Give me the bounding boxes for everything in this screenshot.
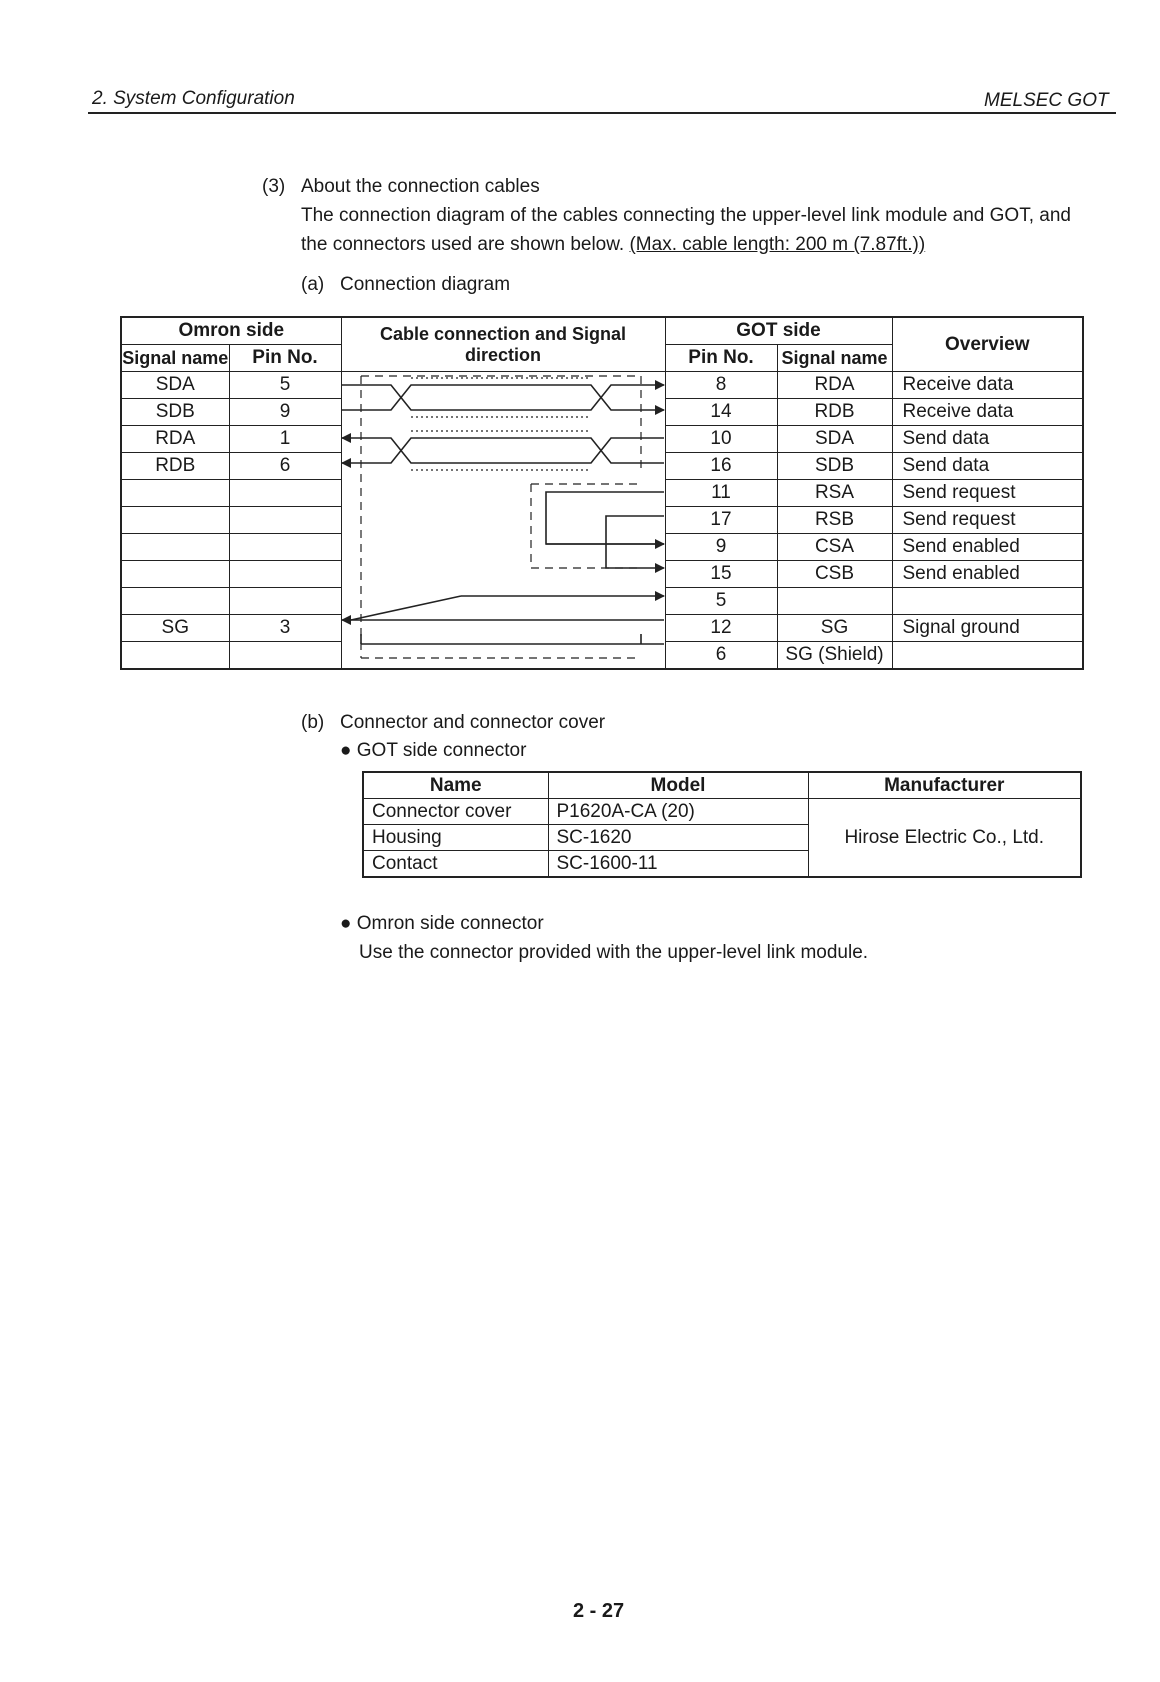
part-model-cell: P1620A-CA (20) xyxy=(548,799,808,825)
got-pin-cell: 17 xyxy=(665,507,777,534)
overview-cell: Signal ground xyxy=(892,615,1083,642)
omron-pin-cell: 3 xyxy=(229,615,341,642)
section-body-line2 xyxy=(301,234,925,256)
omron-signal-cell xyxy=(121,588,229,615)
omron-signal-cell xyxy=(121,642,229,670)
wire-rsb xyxy=(606,516,664,568)
body-line2-text: the connectors used are shown below. xyxy=(301,234,630,255)
wire-shield-ticks xyxy=(361,634,641,644)
got-signal-name-header: Signal name xyxy=(777,345,892,372)
omron-pin-cell xyxy=(229,534,341,561)
got-pin-cell: 6 xyxy=(665,642,777,670)
omron-signal-cell: RDA xyxy=(121,426,229,453)
table-row xyxy=(363,799,1081,825)
part-model-cell: SC-1600-11 xyxy=(548,851,808,878)
header-rule xyxy=(88,112,1116,114)
omron-connector-bullet xyxy=(340,913,544,935)
wire-rsa xyxy=(546,492,664,544)
pair2-dots xyxy=(411,431,591,470)
model-header: Model xyxy=(548,772,808,799)
name-header: Name xyxy=(363,772,548,799)
got-signal-cell: RDB xyxy=(777,399,892,426)
max-cable-length: (Max. cable length: 200 m (7.87ft.)) xyxy=(629,234,926,255)
got-connector-label: GOT side connector xyxy=(356,740,527,761)
omron-signal-cell: RDB xyxy=(121,453,229,480)
overview-cell: Send request xyxy=(892,480,1083,507)
connector-table xyxy=(362,771,1082,878)
omron-pin-cell: 5 xyxy=(229,372,341,399)
omron-pin-cell xyxy=(229,561,341,588)
got-pin-cell: 5 xyxy=(665,588,777,615)
got-signal-cell: CSA xyxy=(777,534,892,561)
manufacturer-cell: Hirose Electric Co., Ltd. xyxy=(808,799,1081,878)
omron-connector-text: Use the connector provided with the upper-level link module. xyxy=(359,942,869,963)
got-pin-cell: 8 xyxy=(665,372,777,399)
got-pin-cell: 12 xyxy=(665,615,777,642)
overview-cell: Send data xyxy=(892,426,1083,453)
overview-cell: Send data xyxy=(892,453,1083,480)
omron-connector-label: Omron side connector xyxy=(356,913,544,934)
got-pin-cell: 11 xyxy=(665,480,777,507)
got-signal-cell: SDB xyxy=(777,453,892,480)
overview-header: Overview xyxy=(892,317,1083,372)
wire-sda xyxy=(341,385,664,410)
overview-cell xyxy=(892,588,1083,615)
got-pin-no-header: Pin No. xyxy=(665,345,777,372)
omron-signal-cell xyxy=(121,480,229,507)
sub-b-label: (b) xyxy=(301,712,325,733)
got-pin-cell: 9 xyxy=(665,534,777,561)
wire-rda xyxy=(342,438,664,463)
sub-a-label: (a) xyxy=(301,274,325,295)
part-name-cell: Contact xyxy=(363,851,548,878)
section-title: About the connection cables xyxy=(301,176,540,197)
got-side-header: GOT side xyxy=(665,317,892,345)
omron-pin-cell: 6 xyxy=(229,453,341,480)
wire-rdb xyxy=(342,438,664,463)
overview-cell: Receive data xyxy=(892,399,1083,426)
sub-b-title: Connector and connector cover xyxy=(340,712,606,733)
omron-pin-cell xyxy=(229,642,341,670)
omron-pin-cell: 9 xyxy=(229,399,341,426)
signal-name-header: Signal name xyxy=(121,345,229,372)
cable-wiring-diagram xyxy=(341,372,665,680)
omron-signal-cell: SDB xyxy=(121,399,229,426)
got-signal-cell: SDA xyxy=(777,426,892,453)
omron-signal-cell xyxy=(121,507,229,534)
sub-a-title: Connection diagram xyxy=(340,274,511,295)
bullet-icon: ● xyxy=(340,740,352,761)
omron-pin-cell xyxy=(229,507,341,534)
section-header: 2. System Configuration xyxy=(92,88,295,109)
got-pin-cell: 15 xyxy=(665,561,777,588)
omron-signal-cell xyxy=(121,561,229,588)
manufacturer-header: Manufacturer xyxy=(808,772,1081,799)
omron-pin-cell xyxy=(229,480,341,507)
pair1-dots xyxy=(411,378,591,417)
got-signal-cell: SG (Shield) xyxy=(777,642,892,670)
cable-header: Cable connection and Signal direction xyxy=(341,317,665,372)
got-connector-bullet xyxy=(340,740,526,762)
omron-side-header: Omron side xyxy=(121,317,341,345)
got-signal-cell: CSB xyxy=(777,561,892,588)
got-pin-cell: 10 xyxy=(665,426,777,453)
overview-cell: Receive data xyxy=(892,372,1083,399)
got-signal-cell xyxy=(777,588,892,615)
got-signal-cell: SG xyxy=(777,615,892,642)
section-body-line1: The connection diagram of the cables connecting the upper-level link module and GOT, and xyxy=(301,205,1071,226)
section-number: (3) xyxy=(262,176,286,197)
bullet-icon: ● xyxy=(340,913,352,934)
got-signal-cell: RSA xyxy=(777,480,892,507)
wire-sdb xyxy=(341,385,664,410)
wire-sg-pin5 xyxy=(351,596,461,620)
overview-cell: Send request xyxy=(892,507,1083,534)
got-pin-cell: 14 xyxy=(665,399,777,426)
part-model-cell: SC-1620 xyxy=(548,825,808,851)
pin-no-header: Pin No. xyxy=(229,345,341,372)
loop-dash-outer xyxy=(531,484,641,568)
got-signal-cell: RSB xyxy=(777,507,892,534)
overview-cell xyxy=(892,642,1083,670)
product-header: MELSEC GOT xyxy=(984,90,1109,111)
page-number: 2 - 27 xyxy=(573,1600,625,1622)
overview-cell: Send enabled xyxy=(892,534,1083,561)
omron-signal-cell xyxy=(121,534,229,561)
got-pin-cell: 16 xyxy=(665,453,777,480)
omron-signal-cell: SG xyxy=(121,615,229,642)
part-name-cell: Connector cover xyxy=(363,799,548,825)
omron-pin-cell: 1 xyxy=(229,426,341,453)
got-signal-cell: RDA xyxy=(777,372,892,399)
omron-signal-cell: SDA xyxy=(121,372,229,399)
part-name-cell: Housing xyxy=(363,825,548,851)
overview-cell: Send enabled xyxy=(892,561,1083,588)
omron-pin-cell xyxy=(229,588,341,615)
